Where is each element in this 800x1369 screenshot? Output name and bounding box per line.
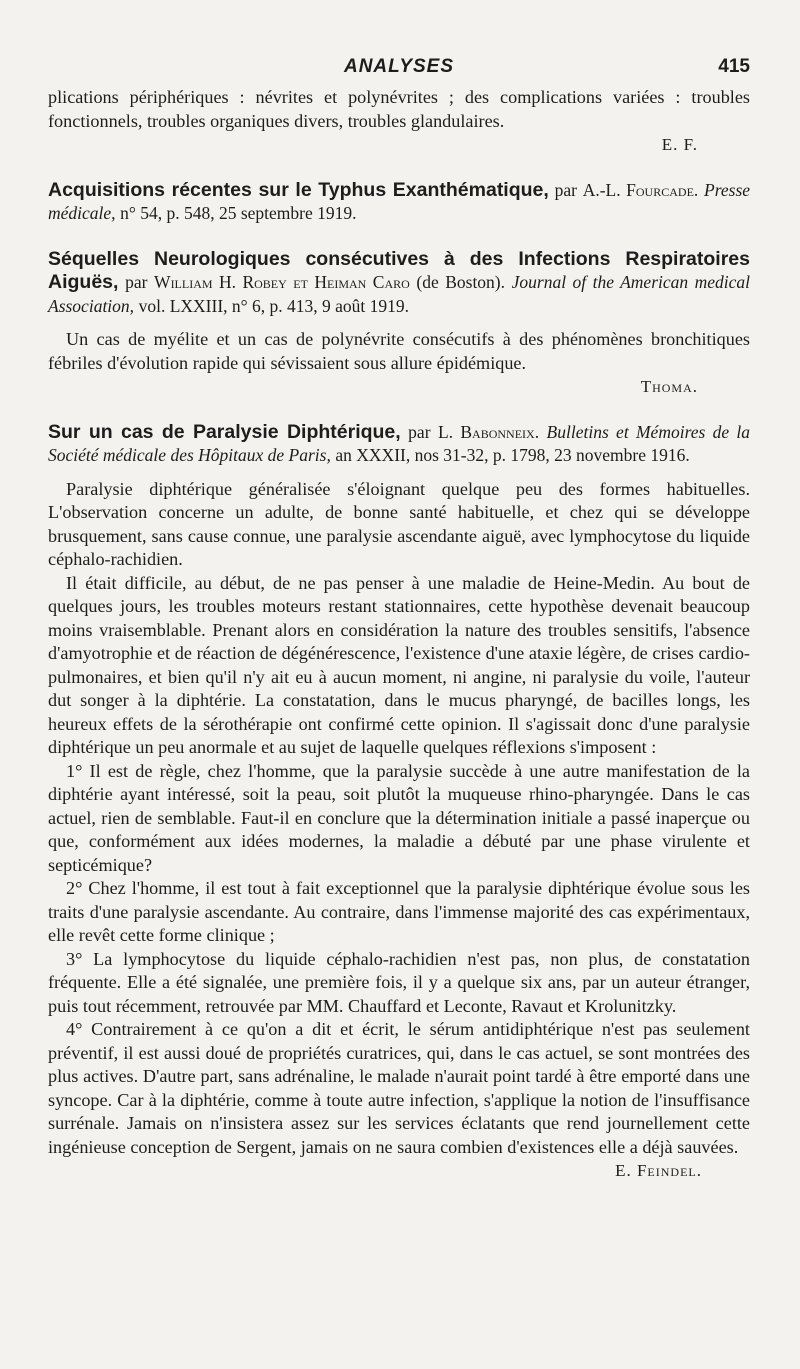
running-header <box>48 52 750 86</box>
entry-title: Sur un cas de Paralysie Diphtérique, <box>48 420 401 443</box>
body-paragraph: 4° Contrairement à ce qu'on a dit et écrit, le sérum antidiphtérique n'est pas seulement préventif, il est aussi doué de propriétés curatrices, qui, dans le cas actuel, se sont montrées des plus actives. D'autre part, sans adrénaline, le malade n'aurait point tardé à être emporté dans une syncope. Car à la diphtérie, comme à toute autre infection, s'applique la notion de l'insuffisance surrénale. Jamais on n'insistera assez sur les services éclatants que rend journellement cette ingénieuse conception de Sergent, jamais on ne saura combien d'existences elle a déjà sauvées. <box>48 1019 750 1157</box>
entry-journal: Presse médicale, <box>48 179 751 224</box>
body-paragraph: Paralysie diphtérique généralisée s'éloignant quelque peu des formes habituelles. L'observation concerne un adulte, de bonne santé habituelle, et chez qui se développe brusquement, sans cause connue, une paralysie ascendante aiguë, avec lymphocytose du liquide céphalo-rachidien. <box>48 478 750 570</box>
entry-journal: Journal of the American medical Association, <box>48 272 750 316</box>
body-paragraph: 3° La lymphocytose du liquide céphalo-rachidien n'est pas, non plus, de constatation fréquente. Elle a été signalée, une première fois, il y a quelque six ans, par un auteur étranger, puis tout récemment, retrouvée par MM. Chauffard et Leconte, Ravaut et Krolunitzky. <box>48 948 750 1016</box>
intro-text: plications périphériques : névrites et polynévrites ; des complications variées : troubles fonctionnels, troubles organiques divers, troubles glandulaires. <box>48 87 750 131</box>
running-title: ANALYSES <box>343 56 455 77</box>
entry-paralysie <box>48 421 750 1183</box>
entry-authors: William H. Robey et Heiman Caro <box>154 272 410 293</box>
page <box>48 52 750 1183</box>
entry-title: Séquelles Neurologiques consécutives à des Infections Respiratoires Aiguës, <box>48 247 750 294</box>
byline-prefix: par <box>554 179 577 200</box>
entry-signature: E. Feindel. <box>615 1161 702 1181</box>
entry-typhus <box>48 179 750 226</box>
body-paragraph: 1° Il est de règle, chez l'homme, que la paralysie succède à une autre manifestation de la diphtérie ayant intéressé, soit la peau, soit plutôt la muqueuse rhino-pharyngée. Dans le cas actuel, rien de semblable. Faut-il en conclure que la détermination initiale a passé inaperçue ou que, conformément aux idées modernes, la maladie a débuté par une phase virulente et septicémique? <box>48 760 750 875</box>
body-paragraph: 2° Chez l'homme, il est tout à fait exceptionnel que la paralysie diphtérique évolue sous les traits d'une paralysie ascendante. Au contraire, dans l'immense majorité des cas expérimentaux, elle revêt cette forme clinique ; <box>48 878 750 946</box>
entry-title: Acquisitions récentes sur le Typhus Exanthématique, <box>48 178 549 201</box>
entry-sequelles <box>48 248 750 399</box>
entry-details: an XXXII, nos 31-32, p. 1798, 23 novembre 1916. <box>335 445 690 466</box>
entry-journal: Bulletins et Mémoires de la Société médicale des Hôpitaux de Paris, <box>48 421 751 466</box>
entry-authors: A.-L. Fourcade. <box>582 179 699 200</box>
entry-signature: Thoma. <box>640 377 698 397</box>
intro-signature: E. F. <box>661 135 698 155</box>
entry-authors: L. Babonneix. <box>438 421 540 442</box>
byline-prefix: par <box>125 272 148 293</box>
entry-affiliation: (de Boston). <box>416 272 506 293</box>
entry-abstract: Un cas de myélite et un cas de polynévrite consécutifs à des phénomènes bronchitiques fébriles d'évolution rapide qui sévissaient sous allure épidémique. <box>48 329 750 373</box>
entry-details: vol. LXXIII, n° 6, p. 413, 9 août 1919. <box>138 295 410 316</box>
page-number: 415 <box>718 56 750 77</box>
byline-prefix: par <box>408 421 431 442</box>
body-paragraph: Il était difficile, au début, de ne pas penser à une maladie de Heine-Medin. Au bout de quelques jours, les troubles moteurs restant stationnaires, cette hypothèse devenait beaucoup moins vraisemblable. Prenant alors en considération la nature des troubles sensitifs, l'absence d'amyotrophie et de réaction de dégénérescence, l'existence d'une ataxie légère, de crises cardio-pulmonaires, et bien qu'il n'y ait eu à aucun moment, ni angine, ni paralysie du voile, l'auteur dut songer à la diphtérie. La constatation, dans le mucus pharyngé, de bacilles longs, les heureux effets de la sérothérapie ont confirmé cette opinion. Il s'agissait donc d'une paralysie diphtérique un peu anormale et au sujet de laquelle quelques réflexions s'imposent : <box>48 572 750 758</box>
entry-details: n° 54, p. 548, 25 septembre 1919. <box>120 203 357 224</box>
